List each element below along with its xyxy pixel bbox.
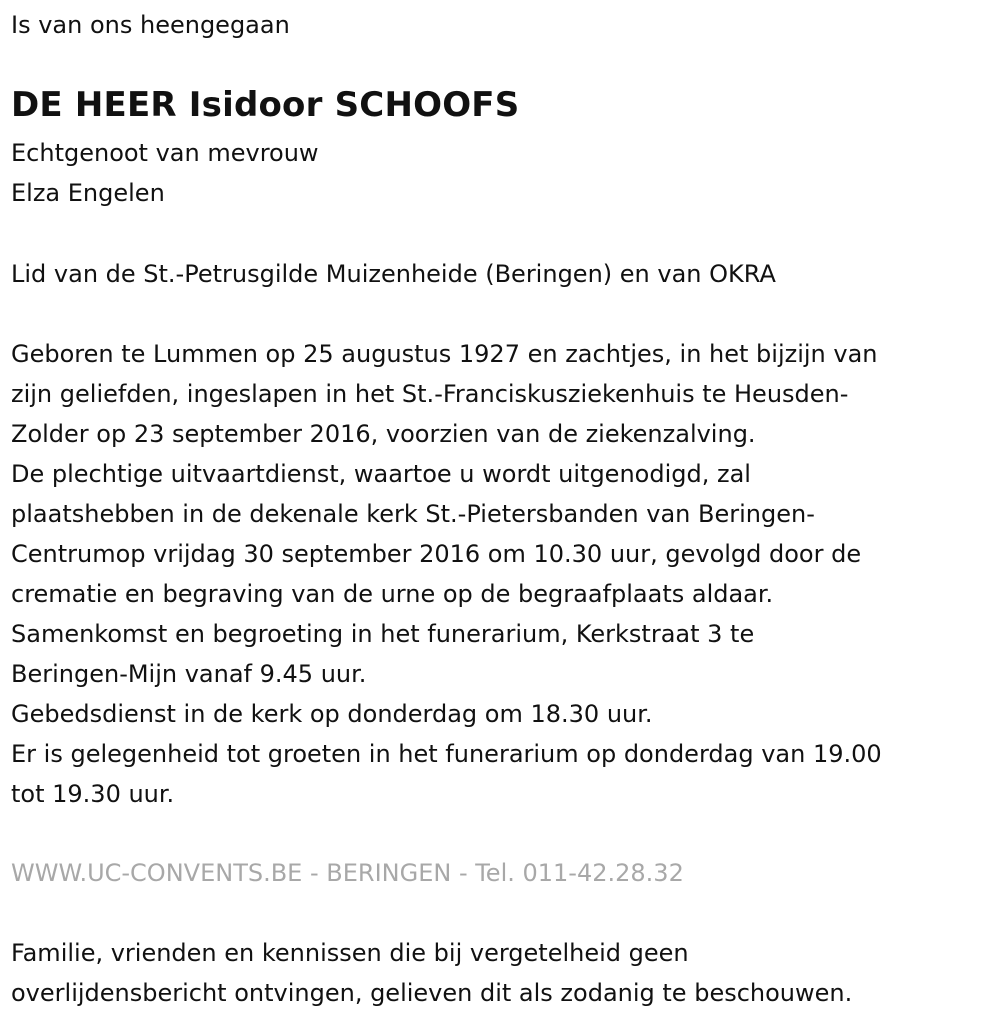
body-line: zijn geliefden, ingeslapen in het St.-Franciskusziekenhuis te Heusden- bbox=[11, 380, 849, 408]
funeral-home-contact: WWW.UC-CONVENTS.BE - BERINGEN - Tel. 011-42.28.32 bbox=[11, 859, 684, 887]
body-line: Gebedsdienst in de kerk op donderdag om 18.30 uur. bbox=[11, 700, 653, 728]
body-line: De plechtige uitvaartdienst, waartoe u wordt uitgenodigd, zal bbox=[11, 460, 751, 488]
spouse-block bbox=[11, 133, 319, 213]
body-line: crematie en begraving van de urne op de begraafplaats aldaar. bbox=[11, 580, 774, 608]
body-line: Er is gelegenheid tot groeten in het funerarium op donderdag van 19.00 bbox=[11, 740, 882, 768]
body-line: Samenkomst en begroeting in het funerarium, Kerkstraat 3 te bbox=[11, 620, 755, 648]
membership-text: Lid van de St.-Petrusgilde Muizenheide (Beringen) en van OKRA bbox=[11, 260, 776, 288]
body-line: Geboren te Lummen op 25 augustus 1927 en zachtjes, in het bijzijn van bbox=[11, 340, 878, 368]
deceased-name: DE HEER Isidoor SCHOOFS bbox=[11, 85, 520, 125]
closing-line: Familie, vrienden en kennissen die bij vergetelheid geen bbox=[11, 939, 689, 967]
closing-note bbox=[11, 933, 852, 1013]
body-line: Zolder op 23 september 2016, voorzien van de ziekenzalving. bbox=[11, 420, 756, 448]
intro-text: Is van ons heengegaan bbox=[11, 11, 290, 39]
funeral-details bbox=[11, 334, 882, 814]
body-line: Centrumop vrijdag 30 september 2016 om 10.30 uur, gevolgd door de bbox=[11, 540, 862, 568]
body-line: Beringen-Mijn vanaf 9.45 uur. bbox=[11, 660, 367, 688]
closing-line: overlijdensbericht ontvingen, gelieven dit als zodanig te beschouwen. bbox=[11, 979, 853, 1007]
spouse-line: Echtgenoot van mevrouw bbox=[11, 139, 319, 167]
body-line: tot 19.30 uur. bbox=[11, 780, 175, 808]
body-line: plaatshebben in de dekenale kerk St.-Pietersbanden van Beringen- bbox=[11, 500, 815, 528]
spouse-name: Elza Engelen bbox=[11, 179, 165, 207]
